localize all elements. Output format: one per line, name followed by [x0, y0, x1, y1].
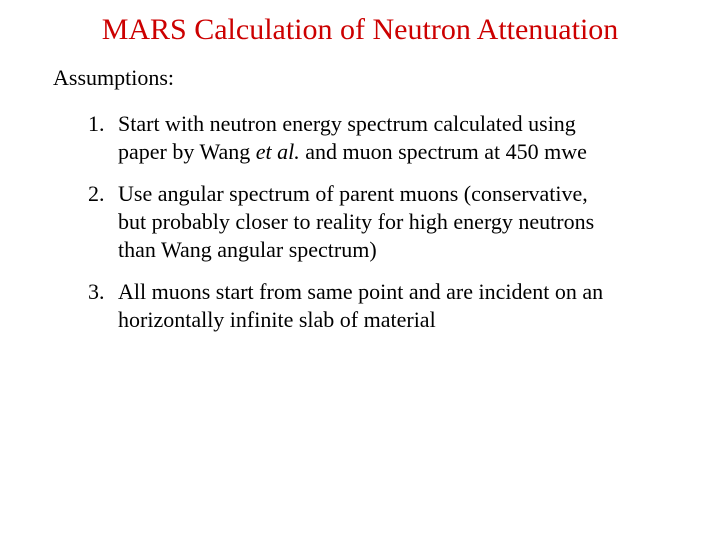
list-item: [88, 110, 688, 166]
item-line: than Wang angular spectrum): [118, 237, 377, 262]
slide-title: MARS Calculation of Neutron Attenuation: [101, 13, 619, 46]
list-item: [88, 278, 688, 334]
assumptions-list: [88, 110, 688, 348]
item-text: [118, 180, 688, 264]
item-line: All muons start from same point and are incident on an: [118, 279, 604, 304]
item-line: Start with neutron energy spectrum calculated using: [118, 111, 576, 136]
item-number: 2.: [88, 181, 105, 206]
item-number: 1.: [88, 111, 105, 136]
item-line: but probably closer to reality for high energy neutrons: [118, 209, 595, 234]
item-line: horizontally infinite slab of material: [118, 307, 436, 332]
item-number: 3.: [88, 279, 105, 304]
item-text-segment: and muon spectrum at 450 mwe: [299, 139, 587, 164]
item-line: [118, 138, 688, 166]
item-text: [118, 278, 688, 334]
item-text: [118, 110, 688, 166]
item-line: Use angular spectrum of parent muons (conservative,: [118, 181, 588, 206]
assumptions-heading: Assumptions:: [53, 65, 175, 90]
list-item: [88, 180, 688, 264]
item-text-segment: paper by Wang: [118, 139, 256, 164]
item-text-emphasis: et al.: [255, 139, 300, 164]
